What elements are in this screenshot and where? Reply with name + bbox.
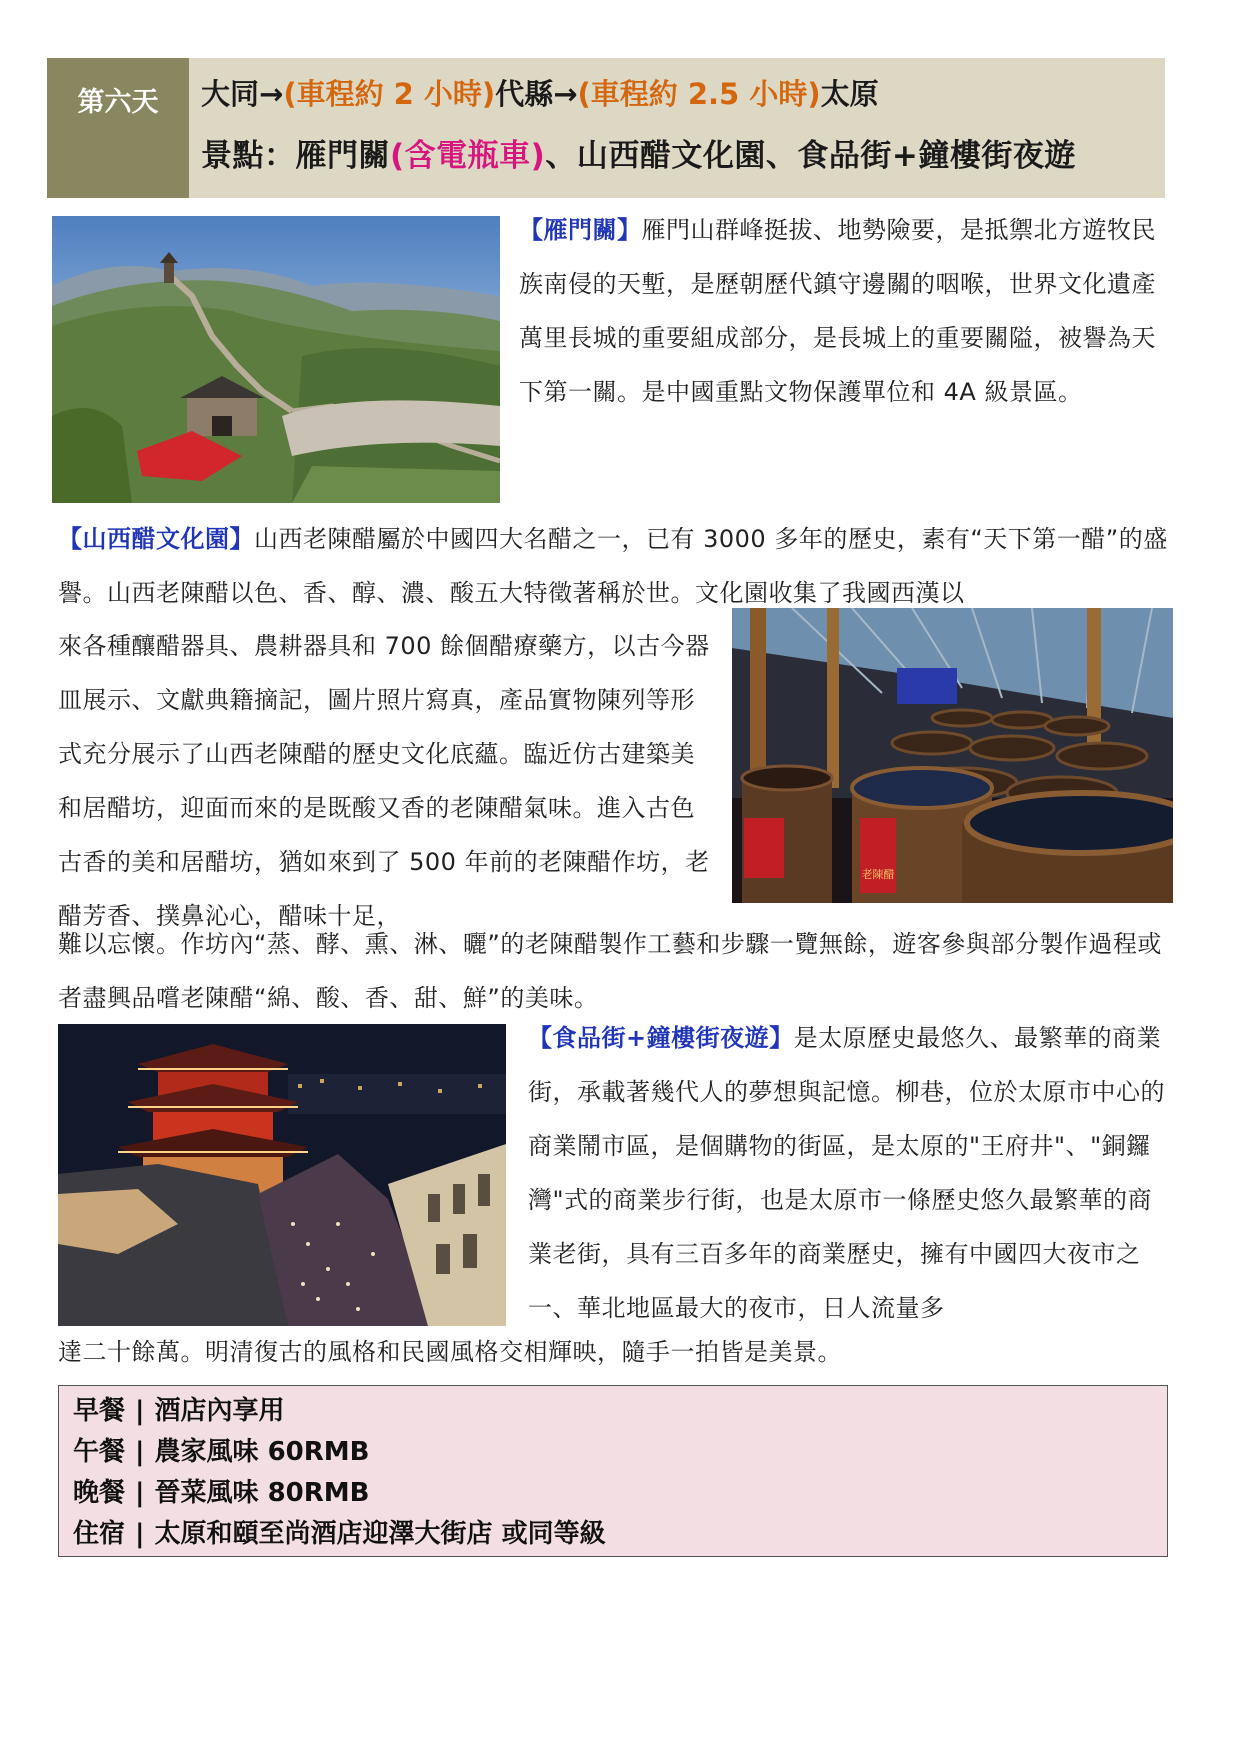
food-street-body: 是太原歷史最悠久、最繁華的商業街，承載著幾代人的夢想與記憶。柳巷，位於太原市中心的商業鬧市區，是個購物的街區，是太原的"王府井"、"銅鑼灣"式的商業步行街，也是太原市一條歷史悠久最繁華的商業老街，具有三百多年的商業歷史，擁有中國四大夜市之一、華北地區最大的夜市，日人流量多 bbox=[528, 1024, 1165, 1322]
header-lines bbox=[189, 58, 1076, 198]
yanmen-pass-photo bbox=[52, 216, 500, 503]
vinegar-outro bbox=[58, 917, 1173, 1025]
meal-row-lunch bbox=[73, 1432, 1167, 1473]
night-street-photo bbox=[58, 1024, 506, 1326]
spots-rest: 、山西醋文化園、食品街+鐘樓街夜遊 bbox=[545, 138, 1076, 174]
meal-value: 農家風味 60RMB bbox=[154, 1437, 370, 1467]
vinegar-body-text: 來各種釀醋器具、農耕器具和 700 餘個醋療藥方，以古今器皿展示、文獻典籍摘記，圖片照片寫真，產品實物陳列等形式充分展示了山西老陳醋的歷史文化底蘊。臨近仿古建築美和居醋坊，迎面而來的是既酸又香的老陳醋氣味。進入古色古香的美和居醋坊，猶如來到了 500 年前的老陳醋作坊，老醋芳香、撲鼻沁心，醋味十足， bbox=[58, 632, 710, 930]
meal-row-hotel bbox=[73, 1514, 1167, 1555]
spots-highlight: (含電瓶車) bbox=[390, 138, 546, 174]
vinegar-vats-photo bbox=[732, 608, 1173, 903]
meal-label: 晚餐 bbox=[73, 1478, 126, 1508]
meal-label: 住宿 bbox=[73, 1519, 126, 1549]
meal-label: 午餐 bbox=[73, 1437, 126, 1467]
food-street-title: 【食品街+鐘樓街夜遊】 bbox=[528, 1024, 794, 1052]
spots-prefix: 景點：雁門關 bbox=[201, 138, 390, 174]
yanmen-title: 【雁門關】 bbox=[519, 216, 642, 244]
route-to: 太原 bbox=[820, 77, 879, 111]
meal-separator: | bbox=[135, 1519, 145, 1549]
food-street-outro-text: 達二十餘萬。明清復古的風格和民國風格交相輝映，隨手一拍皆是美景。 bbox=[58, 1338, 842, 1366]
meal-value: 太原和頤至尚酒店迎澤大街店 或同等級 bbox=[154, 1519, 606, 1549]
route-time-1: (車程約 2 小時) bbox=[283, 77, 496, 111]
yanmen-text bbox=[519, 203, 1173, 419]
vat-label: 老陳醋 bbox=[861, 868, 895, 881]
route-time-2: (車程約 2.5 小時) bbox=[577, 77, 821, 111]
food-street-outro bbox=[58, 1325, 1173, 1379]
route-line bbox=[201, 74, 1076, 114]
food-street-text bbox=[528, 1011, 1173, 1335]
meal-separator: | bbox=[135, 1396, 145, 1426]
vinegar-body bbox=[58, 619, 718, 943]
route-from: 大同→ bbox=[201, 77, 284, 111]
meal-separator: | bbox=[135, 1437, 145, 1467]
meal-value: 晉菜風味 80RMB bbox=[154, 1478, 370, 1508]
vinegar-intro-text: 山西老陳醋屬於中國四大名醋之一，已有 3000 多年的歷史，素有“天下第一醋”的盛譽。山西老陳醋以色、香、醇、濃、酸五大特徵著稱於世。文化園收集了我國西漢以 bbox=[58, 525, 1168, 607]
meal-label: 早餐 bbox=[73, 1396, 126, 1426]
meal-value: 酒店內享用 bbox=[154, 1396, 285, 1426]
meal-separator: | bbox=[135, 1478, 145, 1508]
vinegar-outro-text: 難以忘懷。作坊內“蒸、酵、熏、淋、曬”的老陳醋製作工藝和步驟一覽無餘，遊客參與部分製作過程或者盡興品嚐老陳醋“綿、酸、香、甜、鮮”的美味。 bbox=[58, 930, 1162, 1012]
route-mid: 代縣→ bbox=[495, 77, 578, 111]
vinegar-intro bbox=[58, 512, 1173, 620]
day-header bbox=[47, 58, 1165, 198]
day-label: 第六天 bbox=[47, 58, 189, 198]
meal-row-dinner bbox=[73, 1473, 1167, 1514]
vinegar-title: 【山西醋文化園】 bbox=[58, 525, 254, 553]
meals-box bbox=[58, 1385, 1168, 1557]
meal-row-breakfast bbox=[73, 1391, 1167, 1432]
spots-line bbox=[201, 132, 1076, 180]
yanmen-body: 雁門山群峰挺拔、地勢險要，是抵禦北方遊牧民族南侵的天塹，是歷朝歷代鎮守邊關的咽喉，世界文化遺產萬里長城的重要組成部分，是長城上的重要關隘，被譽為天下第一關。是中國重點文物保護單位和 4A 級景區。 bbox=[519, 216, 1156, 406]
